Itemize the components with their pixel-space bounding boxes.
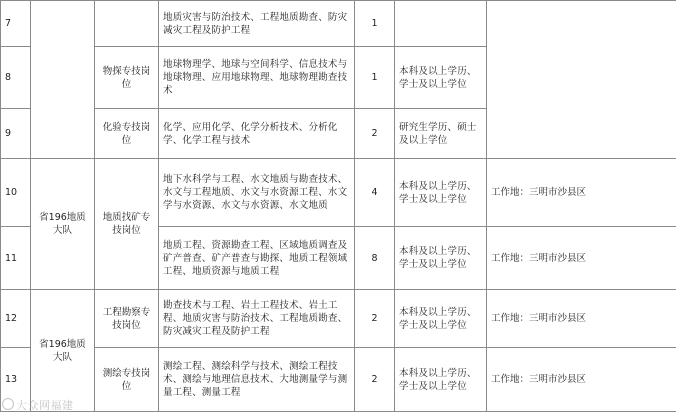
education-requirement: 本科及以上学历、学士及以上学位 — [395, 348, 487, 412]
work-location-note: 工作地：三明市沙县区 — [487, 227, 676, 290]
unit-name: 省196地质大队 — [31, 290, 95, 412]
position-count: 2 — [355, 348, 395, 412]
education-requirement — [395, 1, 487, 47]
table-row — [1, 290, 676, 348]
position-count: 4 — [355, 159, 395, 227]
table-row — [1, 159, 676, 227]
logo-icon — [2, 398, 14, 410]
table-row — [1, 348, 676, 412]
work-location-note: 工作地：三明市沙县区 — [487, 290, 676, 348]
post-name: 物探专技岗位 — [95, 47, 159, 109]
post-name: 化验专技岗位 — [95, 109, 159, 159]
unit-cell — [31, 1, 95, 159]
education-requirement: 本科及以上学历、学士及以上学位 — [395, 227, 487, 290]
education-requirement: 本科及以上学历、学士及以上学位 — [395, 290, 487, 348]
post-name: 地质找矿专技岗位 — [95, 159, 159, 290]
position-count: 2 — [355, 109, 395, 159]
position-count: 2 — [355, 290, 395, 348]
work-location-note: 工作地：三明市沙县区 — [487, 348, 676, 412]
education-requirement: 研究生学历、硕士及以上学位 — [395, 109, 487, 159]
post-name: 测绘专技岗位 — [95, 348, 159, 412]
major-requirement: 地下水科学与工程、水文地质与勘查技术、水文与工程地质、水文与水资源工程、水文学与水资源、水文与水资源、水文地质 — [159, 159, 355, 227]
position-count: 1 — [355, 47, 395, 109]
row-number: 13 — [1, 348, 31, 412]
row-number: 8 — [1, 47, 31, 109]
post-cell — [95, 1, 159, 47]
row-number: 7 — [1, 1, 31, 47]
major-requirement: 地质灾害与防治技术、工程地质勘查、防灾减灾工程及防护工程 — [159, 1, 355, 47]
position-count: 8 — [355, 227, 395, 290]
major-requirement: 地质工程、资源勘查工程、区域地质调查及矿产普查、矿产普查与勘探、地质工程领域工程、地质资源与地质工程 — [159, 227, 355, 290]
table-row — [1, 1, 676, 47]
major-requirement: 测绘工程、测绘科学与技术、测绘工程技术、测绘与地理信息技术、大地测量学与测量工程、测量工程 — [159, 348, 355, 412]
watermark — [2, 397, 74, 413]
post-name: 工程勘察专技岗位 — [95, 290, 159, 348]
row-number: 11 — [1, 227, 31, 290]
note-cell — [487, 1, 676, 159]
education-requirement: 本科及以上学历、学士及以上学位 — [395, 159, 487, 227]
major-requirement: 化学、应用化学、化学分析技术、分析化学、化学工程与技术 — [159, 109, 355, 159]
watermark-text: 大众网福建 — [16, 399, 74, 412]
row-number: 10 — [1, 159, 31, 227]
position-count: 1 — [355, 1, 395, 47]
row-number: 9 — [1, 109, 31, 159]
education-requirement: 本科及以上学历、学士及以上学位 — [395, 47, 487, 109]
major-requirement: 地球物理学、地球与空间科学、信息技术与地球物理、应用地球物理、地球物理勘查技术 — [159, 47, 355, 109]
major-requirement: 勘查技术与工程、岩土工程技术、岩土工程、地质灾害与防治技术、工程地质勘查、防灾减灾工程及防护工程 — [159, 290, 355, 348]
row-number: 12 — [1, 290, 31, 348]
unit-name: 省196地质大队 — [31, 159, 95, 290]
work-location-note: 工作地：三明市沙县区 — [487, 159, 676, 227]
